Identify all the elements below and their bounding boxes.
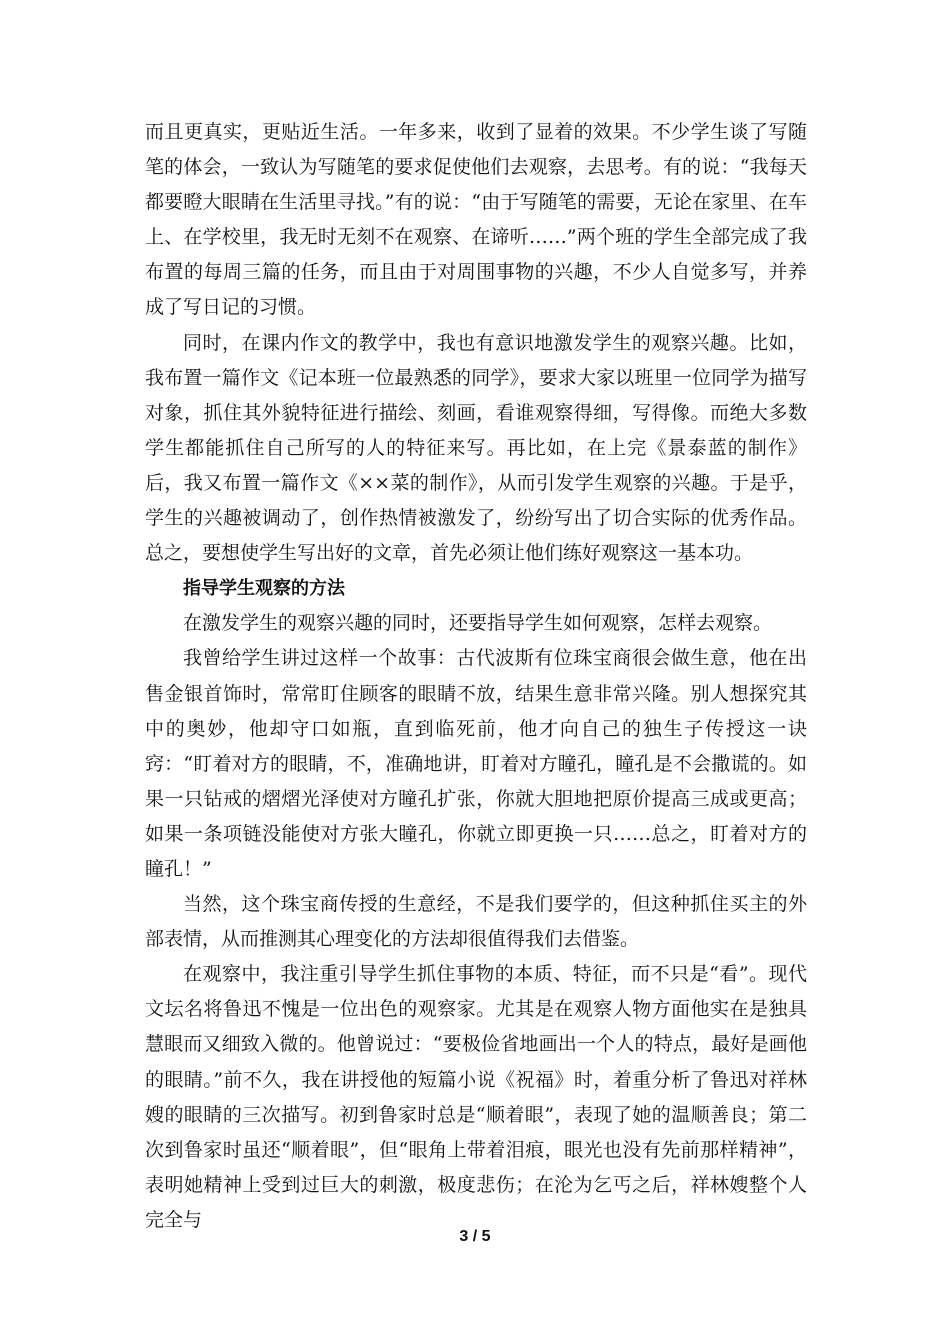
paragraph: 而且更真实，更贴近生活。一年多来，收到了显着的效果。不少学生谈了写随笔的体会，一致认为写随笔的要求促使他们去观察，去思考。有的说：“我每天都要瞪大眼睛在生活里寻找。”有的说：“由于写随笔的需要，无论在家里、在车上、在学校里，我无时无刻不在观察、在谛听……”两个班的学生全部完成了我布置的每周三篇的任务，而且由于对周围事物的兴趣，不少人自觉多写，并养成了写日记的习惯。	[145, 121, 807, 319]
paragraph: 在激发学生的观察兴趣的同时，还要指导学生如何观察，怎样去观察。	[183, 612, 773, 635]
paragraph: 我曾给学生讲过这样一个故事：古代波斯有位珠宝商很会做生意，他在出售金银首饰时，常常盯住顾客的眼睛不放，结果生意非常兴隆。别人想探究其中的奥妙，他却守口如瓶，直到临死前，他才向自己的独生子传授这一诀窍：“盯着对方的眼睛，不，准确地讲，盯着对方瞳孔，瞳孔是不会撒谎的。如果一只钻戒的熠熠光泽使对方瞳孔扩张，你就大胆地把原价提高三成或更高；如果一条项链没能使对方张大瞳孔，你就立即更换一只……总之，盯着对方的瞳孔！”	[145, 647, 807, 880]
document-body	[145, 115, 807, 1238]
paragraph: 同时，在课内作文的教学中，我也有意识地激发学生的观察兴趣。比如，我布置一篇作文《记本班一位最熟悉的同学》，要求大家以班里一位同学为描写对象，抓住其外貌特征进行描绘、刻画，看谁观察得细，写得像。而绝大多数学生都能抓住自己所写的人的特征来写。再比如，在上完《景泰蓝的制作》后，我又布置一篇作文《××菜的制作》，从而引发学生观察的兴趣。于是乎，学生的兴趣被调动了，创作热情被激发了，纷纷写出了切合实际的优秀作品。总之，要想使学生写出好的文章，首先必须让他们练好观察这一基本功。	[145, 331, 807, 565]
page-number: 3 / 5	[459, 1228, 491, 1245]
section-heading: 指导学生观察的方法	[183, 578, 345, 600]
paragraph: 在观察中，我注重引导学生抓住事物的本质、特征，而不只是“看”。现代文坛名将鲁迅不愧是一位出色的观察家。尤其是在观察人物方面他实在是独具慧眼而又细致入微的。他曾说过：“要极俭省地画出一个人的特点，最好是画他的眼睛。”前不久，我在讲授他的短篇小说《祝福》时，着重分析了鲁迅对祥林嫂的眼睛的三次描写。初到鲁家时总是“顺着眼”，表现了她的温顺善良；第二次到鲁家时虽还“顺着眼”，但“眼角上带着泪痕，眼光也没有先前那样精神”，表明她精神上受到过巨大的刺激，极度悲伤；在沦为乞丐之后，祥林嫂整个人完全与	[145, 963, 807, 1231]
paragraph: 当然，这个珠宝商传授的生意经，不是我们要学的，但这种抓住买主的外部表情，从而推测其心理变化的方法却很值得我们去借鉴。	[145, 893, 807, 951]
